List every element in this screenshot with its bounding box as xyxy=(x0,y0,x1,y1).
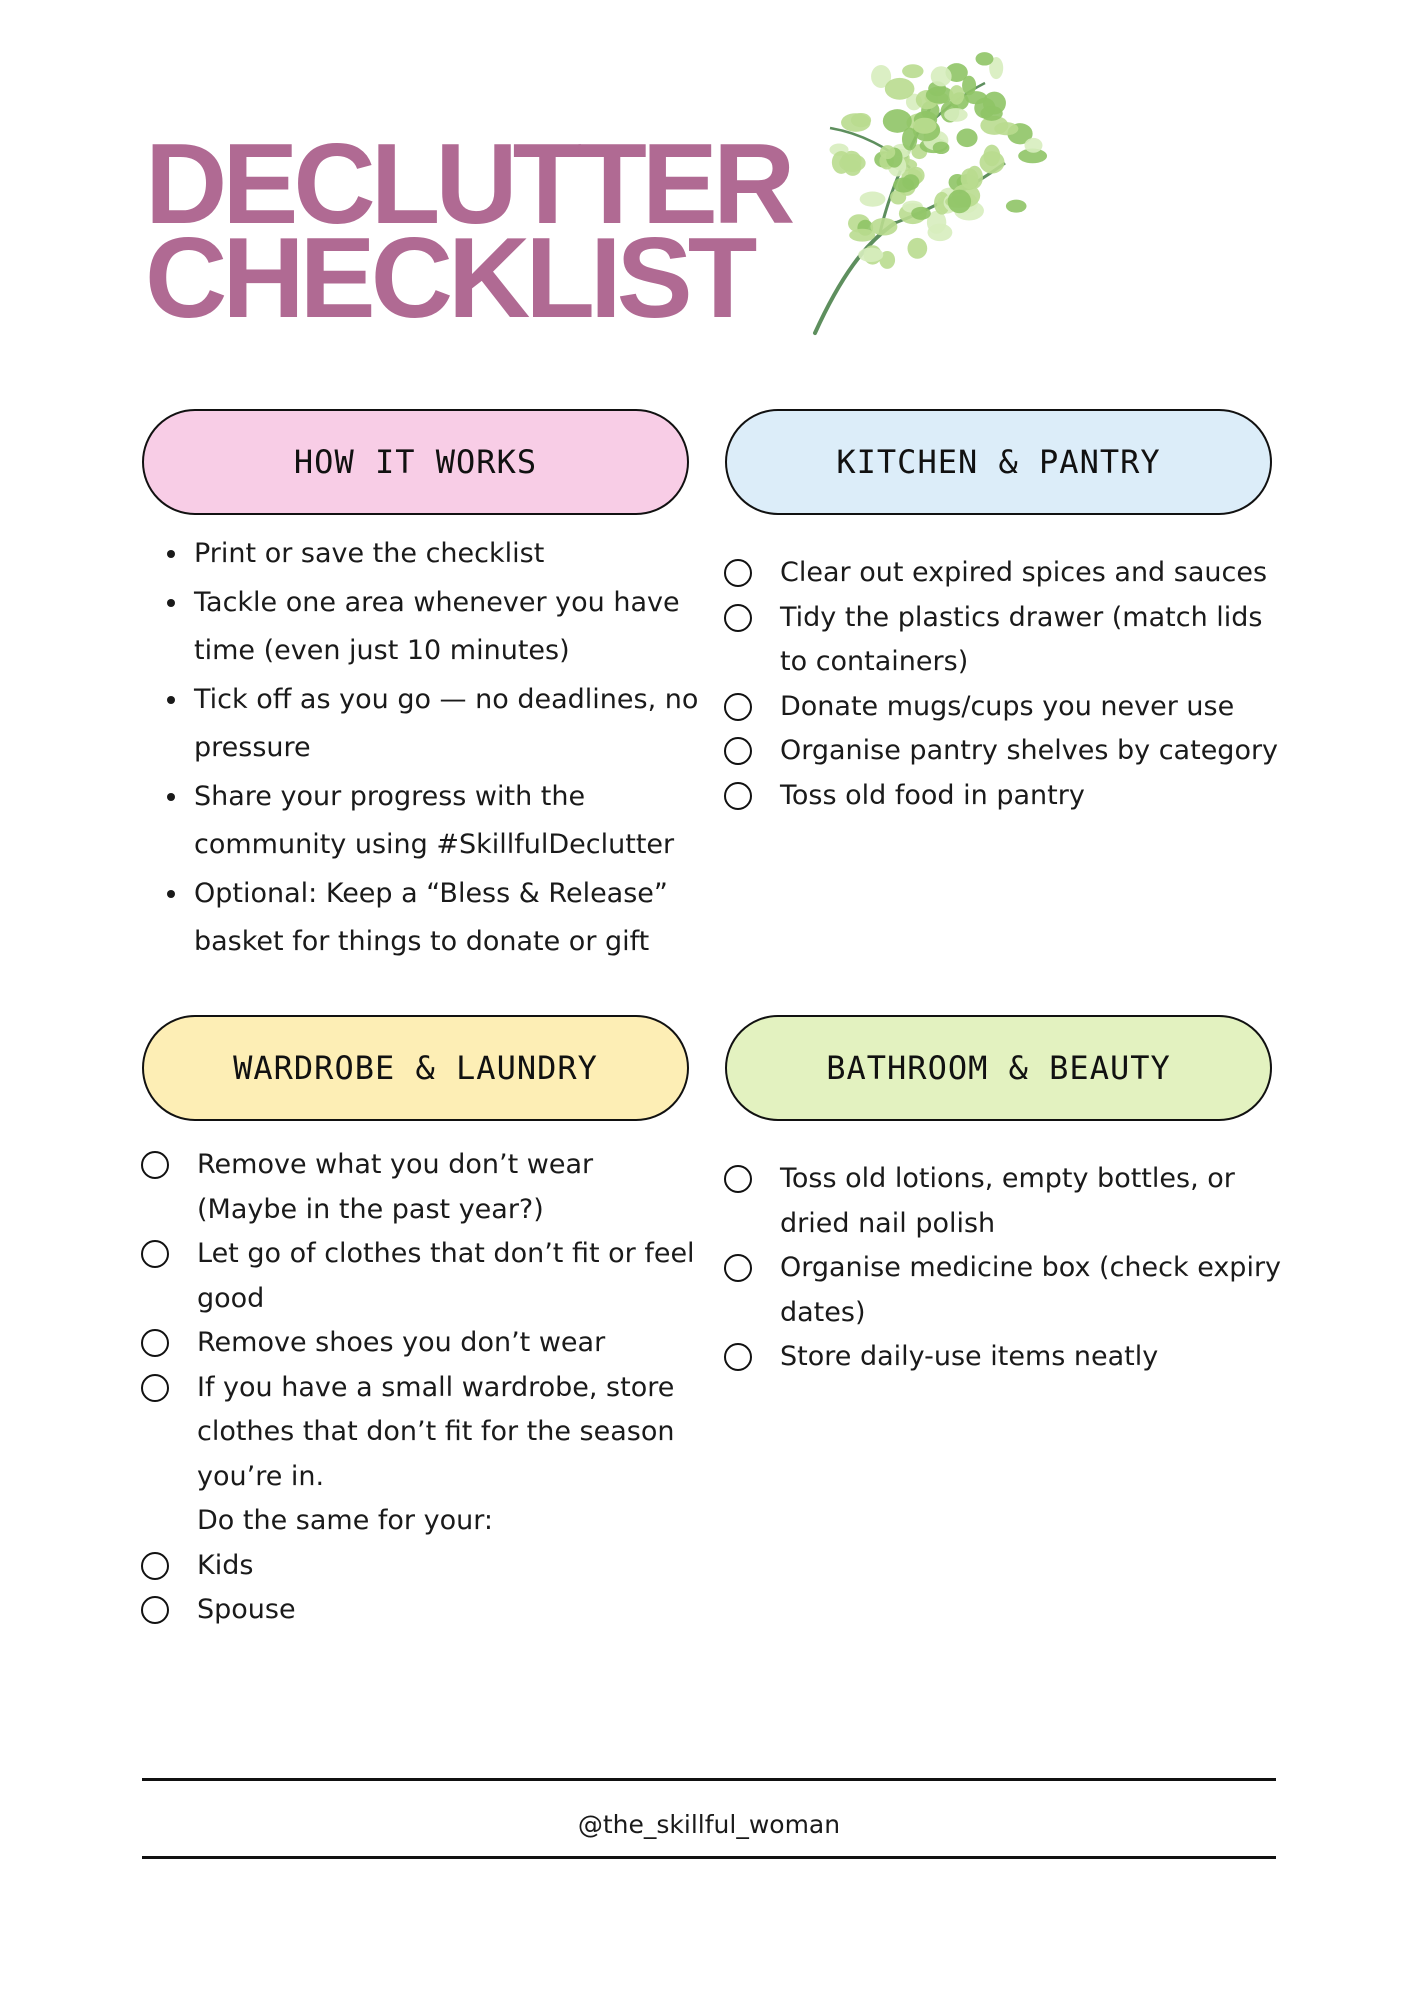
how-it-works-list xyxy=(148,530,730,967)
footer-bottom-rule xyxy=(142,1856,1276,1859)
wardrobe-note: Do the same for your: xyxy=(197,1505,493,1536)
checkbox-circle[interactable] xyxy=(141,1151,169,1179)
checklist-item: If you have a small wardrobe, store clothes that don’t fit for the season you’re in. xyxy=(141,1366,701,1500)
how-it-works-heading: HOW IT WORKS xyxy=(142,409,689,515)
checklist-item: Store daily-use items neatly xyxy=(724,1335,1284,1380)
title-line-2: CHECKLIST xyxy=(145,215,753,342)
bathroom-checklist xyxy=(724,1157,1284,1380)
list-item: • Optional: Keep a “Bless & Release” basket for things to donate or gift xyxy=(190,870,730,967)
checklist-item: Spouse xyxy=(141,1588,701,1633)
checkbox-circle[interactable] xyxy=(724,559,752,587)
checkbox-circle[interactable] xyxy=(724,1254,752,1282)
checklist-item: Toss old lotions, empty bottles, or dried nail polish xyxy=(724,1157,1284,1246)
checkbox-circle[interactable] xyxy=(724,693,752,721)
checklist-item: Tidy the plastics drawer (match lids to containers) xyxy=(724,596,1284,685)
checkbox-circle[interactable] xyxy=(141,1240,169,1268)
green-leaf-branch-icon xyxy=(770,38,1060,338)
checklist-item: Donate mugs/cups you never use xyxy=(724,685,1284,730)
checkbox-circle[interactable] xyxy=(141,1552,169,1580)
checkbox-circle[interactable] xyxy=(141,1596,169,1624)
page-title xyxy=(145,121,791,342)
checklist-item: Kids xyxy=(141,1544,701,1589)
checklist-item: Remove what you don’t wear (Maybe in the past year?) xyxy=(141,1143,701,1232)
checkbox-circle[interactable] xyxy=(141,1374,169,1402)
checkbox-circle[interactable] xyxy=(141,1329,169,1357)
checklist-item: Let go of clothes that don’t fit or feel good xyxy=(141,1232,701,1321)
footer-top-rule xyxy=(142,1778,1276,1781)
checklist-item: Clear out expired spices and sauces xyxy=(724,551,1284,596)
checkbox-circle[interactable] xyxy=(724,1165,752,1193)
kitchen-pantry-heading: KITCHEN & PANTRY xyxy=(725,409,1272,515)
checklist-item: Organise medicine box (check expiry dates) xyxy=(724,1246,1284,1335)
title-line-1: DECLUTTER xyxy=(145,121,791,248)
list-item: • Share your progress with the community using #SkillfulDeclutter xyxy=(190,773,730,870)
checklist-item: Remove shoes you don’t wear xyxy=(141,1321,701,1366)
kitchen-checklist xyxy=(724,551,1284,818)
checklist-item: Organise pantry shelves by category xyxy=(724,729,1284,774)
footer-handle: @the_skillful_woman xyxy=(577,1810,841,1839)
bathroom-beauty-heading: BATHROOM & BEAUTY xyxy=(725,1015,1272,1121)
checkbox-circle[interactable] xyxy=(724,782,752,810)
wardrobe-checklist xyxy=(141,1143,701,1633)
list-item: • Tackle one area whenever you have time (even just 10 minutes) xyxy=(190,579,730,676)
checkbox-circle[interactable] xyxy=(724,1343,752,1371)
wardrobe-laundry-heading: WARDROBE & LAUNDRY xyxy=(142,1015,689,1121)
list-item: • Tick off as you go — no deadlines, no pressure xyxy=(190,676,730,773)
checkbox-circle[interactable] xyxy=(724,604,752,632)
checklist-item: Toss old food in pantry xyxy=(724,774,1284,819)
checkbox-circle[interactable] xyxy=(724,737,752,765)
list-item: • Print or save the checklist xyxy=(190,530,730,579)
